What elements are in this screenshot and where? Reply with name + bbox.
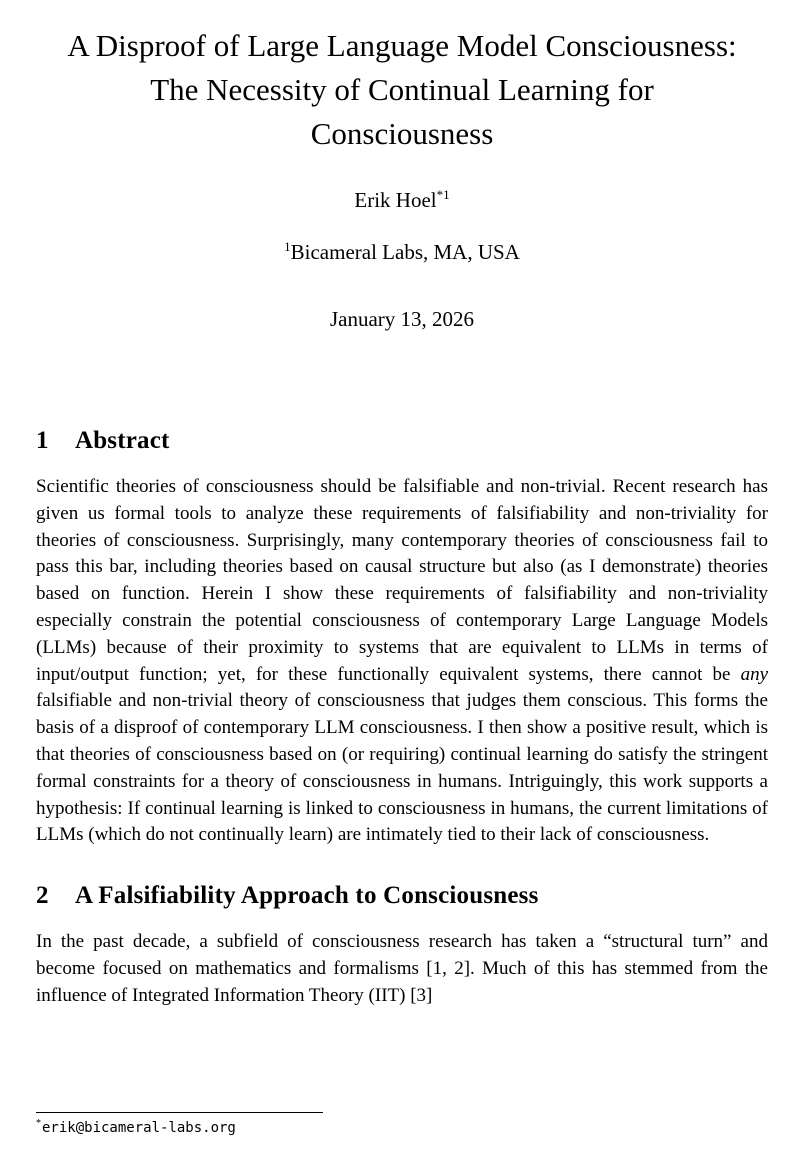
abstract-text-part2: falsifiable and non-trivial theory of consciousness that judges them conscious. This forms the basis of a disproof of contemporary LLM consciousness. I then show a positive result, which is that theories of consciousness based on (or requiring) continual learning do satisfy the stringent formal constraints for a theory of consciousness in humans. Intriguingly, this work supports a hypothesis: If continual learning is linked to consciousness in humans, the current limitations of LLMs (which do not continually learn) are intimately tied to their lack of consciousness. bbox=[36, 690, 768, 846]
section-2-paragraph: In the past decade, a subfield of consciousness research has taken a “structural turn” and become focused on mathematics and formalisms [1, 2]. Much of this has stemmed from the influence of Integrated Information Theory (IIT) [3] bbox=[36, 931, 768, 1006]
section-1-title: Abstract bbox=[74, 427, 170, 454]
section-2-title: A Falsifiability Approach to Consciousness bbox=[74, 882, 539, 910]
affiliation-line bbox=[36, 240, 768, 265]
footnote-area bbox=[36, 1112, 776, 1137]
paper-date: January 13, 2026 bbox=[329, 307, 475, 331]
footnote-rule bbox=[36, 1112, 323, 1113]
section-2-heading bbox=[36, 882, 768, 910]
abstract-text-part1: Scientific theories of consciousness should be falsifiable and non-trivial. Recent research has given us formal tools to analyze these requirements of falsifiability and non-triviality for theories of consciousness. Surprisingly, many contemporary theories of consciousness fail to pass this bar, including theories based on causal structure but also (as I demonstrate) theories based on function. Herein I show these requirements of falsifiability and non-triviality especially constrain the potential consciousness of contemporary Large Language Models (LLMs) because of their proximity to systems that are equivalent to LLMs in terms of input/output function; yet, for these functionally equivalent systems, there cannot be bbox=[36, 476, 768, 685]
section-1-heading bbox=[36, 427, 768, 455]
paper-title: A Disproof of Large Language Model Consciousness: The Necessity of Continual Learning for Consciousness bbox=[67, 28, 737, 151]
author-footnote-mark: *1 bbox=[436, 187, 450, 202]
author-name: Erik Hoel bbox=[354, 188, 437, 212]
affiliation-text: Bicameral Labs, MA, USA bbox=[290, 240, 520, 264]
footnote bbox=[36, 1120, 776, 1137]
abstract-italic-word: any bbox=[740, 663, 768, 685]
section-1-number: 1 bbox=[36, 427, 49, 454]
abstract-paragraph bbox=[36, 474, 768, 849]
author-line bbox=[36, 188, 768, 213]
affiliation-mark: 1 bbox=[284, 239, 291, 254]
footnote-mark: * bbox=[36, 1118, 41, 1129]
footnote-email: erik@bicameral-labs.org bbox=[42, 1120, 236, 1136]
section-2-number: 2 bbox=[36, 882, 49, 910]
